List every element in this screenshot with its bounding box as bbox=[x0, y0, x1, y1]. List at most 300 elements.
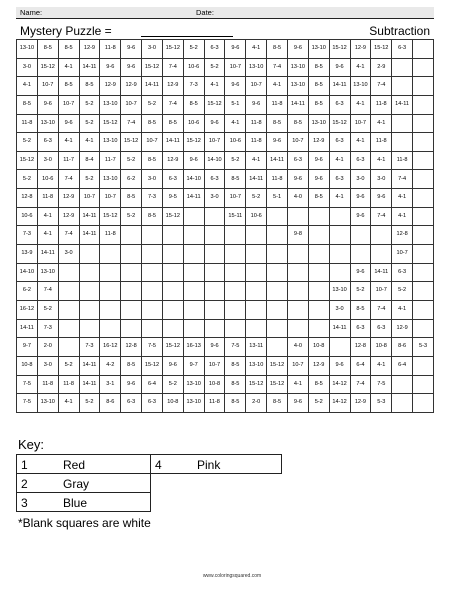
grid-cell: 9-6 bbox=[308, 170, 329, 189]
grid-cell: 4-1 bbox=[329, 189, 350, 208]
grid-cell: 6-3 bbox=[329, 170, 350, 189]
grid-cell: 3-0 bbox=[142, 170, 163, 189]
grid-cell: 9-6 bbox=[225, 77, 246, 96]
grid-cell bbox=[350, 226, 371, 245]
grid-cell bbox=[162, 245, 183, 264]
grid-cell bbox=[162, 226, 183, 245]
grid-cell: 11-8 bbox=[267, 95, 288, 114]
grid-cell: 10-7 bbox=[100, 189, 121, 208]
grid-cell bbox=[308, 300, 329, 319]
grid-cell bbox=[58, 338, 79, 357]
grid-cell: 7-3 bbox=[37, 319, 58, 338]
grid-row bbox=[17, 189, 434, 208]
grid-cell: 4-1 bbox=[246, 151, 267, 170]
grid-cell bbox=[329, 207, 350, 226]
grid-cell: 12-9 bbox=[162, 77, 183, 96]
grid-cell: 14-10 bbox=[183, 170, 204, 189]
grid-cell: 3-1 bbox=[100, 375, 121, 394]
grid-cell: 4-0 bbox=[287, 189, 308, 208]
grid-cell: 4-1 bbox=[17, 77, 38, 96]
grid-cell: 8-5 bbox=[142, 114, 163, 133]
grid-cell: 6-4 bbox=[142, 375, 163, 394]
grid-cell: 9-6 bbox=[246, 95, 267, 114]
grid-cell bbox=[183, 263, 204, 282]
grid-cell: 9-6 bbox=[162, 356, 183, 375]
grid-cell: 4-1 bbox=[37, 207, 58, 226]
grid-cell: 12-9 bbox=[350, 394, 371, 413]
grid-cell bbox=[225, 282, 246, 301]
grid-cell: 12-9 bbox=[308, 356, 329, 375]
grid-cell bbox=[392, 394, 413, 413]
grid-cell: 9-6 bbox=[204, 338, 225, 357]
grid-cell bbox=[392, 375, 413, 394]
blank-squares-note: *Blank squares are white bbox=[18, 516, 151, 530]
grid-cell: 14-12 bbox=[329, 394, 350, 413]
key-item-gray bbox=[16, 473, 151, 493]
grid-cell: 10-7 bbox=[204, 133, 225, 152]
grid-cell bbox=[413, 375, 434, 394]
grid-cell: 13-10 bbox=[37, 263, 58, 282]
grid-cell: 11-8 bbox=[204, 394, 225, 413]
grid-cell: 13-10 bbox=[37, 394, 58, 413]
grid-cell: 12-9 bbox=[392, 319, 413, 338]
grid-cell: 14-11 bbox=[79, 58, 100, 77]
grid-cell: 10-7 bbox=[287, 356, 308, 375]
grid-cell: 9-6 bbox=[308, 151, 329, 170]
grid-row bbox=[17, 338, 434, 357]
grid-cell: 9-6 bbox=[329, 356, 350, 375]
grid-row bbox=[17, 356, 434, 375]
grid-cell: 7-4 bbox=[371, 207, 392, 226]
grid-cell: 12-9 bbox=[121, 77, 142, 96]
grid-cell bbox=[413, 245, 434, 264]
grid-cell: 10-8 bbox=[162, 394, 183, 413]
grid-cell: 14-12 bbox=[329, 375, 350, 394]
grid-cell: 7-4 bbox=[162, 95, 183, 114]
grid-cell: 7-3 bbox=[142, 189, 163, 208]
grid-cell bbox=[413, 356, 434, 375]
grid-cell: 7-4 bbox=[350, 375, 371, 394]
grid-cell: 5-3 bbox=[413, 338, 434, 357]
grid-cell: 5-2 bbox=[308, 394, 329, 413]
grid-row bbox=[17, 394, 434, 413]
grid-cell: 6-3 bbox=[142, 394, 163, 413]
grid-cell: 4-1 bbox=[392, 189, 413, 208]
grid-cell: 10-7 bbox=[392, 245, 413, 264]
grid-cell: 4-1 bbox=[371, 356, 392, 375]
grid-cell: 4-1 bbox=[350, 58, 371, 77]
grid-cell: 9-6 bbox=[350, 263, 371, 282]
grid-cell: 6-3 bbox=[392, 263, 413, 282]
grid-cell: 14-11 bbox=[246, 170, 267, 189]
grid-cell: 10-7 bbox=[204, 356, 225, 375]
grid-cell: 2-9 bbox=[371, 58, 392, 77]
grid-cell: 15-12 bbox=[162, 40, 183, 59]
grid-cell bbox=[329, 338, 350, 357]
grid-cell: 4-1 bbox=[58, 394, 79, 413]
grid-cell: 13-10 bbox=[329, 282, 350, 301]
grid-cell bbox=[308, 226, 329, 245]
grid-row bbox=[17, 263, 434, 282]
grid-cell: 9-6 bbox=[121, 375, 142, 394]
grid-cell: 11-7 bbox=[58, 151, 79, 170]
grid-cell: 8-5 bbox=[37, 40, 58, 59]
grid-cell: 10-7 bbox=[37, 77, 58, 96]
grid-cell: 15-12 bbox=[267, 375, 288, 394]
grid-row bbox=[17, 114, 434, 133]
grid-cell: 8-5 bbox=[142, 207, 163, 226]
grid-cell: 12-9 bbox=[58, 207, 79, 226]
grid-cell: 4-1 bbox=[267, 77, 288, 96]
grid-row bbox=[17, 300, 434, 319]
key-number: 1 bbox=[21, 458, 28, 472]
grid-cell: 10-7 bbox=[371, 282, 392, 301]
grid-cell: 9-6 bbox=[267, 133, 288, 152]
answer-blank-line bbox=[141, 36, 233, 37]
grid-cell: 5-2 bbox=[183, 40, 204, 59]
grid-cell bbox=[183, 245, 204, 264]
grid-cell: 9-5 bbox=[162, 189, 183, 208]
grid-cell: 3-0 bbox=[350, 170, 371, 189]
grid-cell: 11-8 bbox=[37, 375, 58, 394]
grid-cell: 6-3 bbox=[121, 394, 142, 413]
grid-cell: 9-6 bbox=[183, 151, 204, 170]
grid-cell: 8-5 bbox=[225, 394, 246, 413]
grid-cell: 9-7 bbox=[183, 356, 204, 375]
grid-cell bbox=[121, 282, 142, 301]
grid-cell: 7-5 bbox=[371, 375, 392, 394]
grid-cell: 9-8 bbox=[287, 226, 308, 245]
grid-cell: 10-6 bbox=[183, 114, 204, 133]
grid-cell: 12-8 bbox=[392, 226, 413, 245]
grid-cell bbox=[413, 40, 434, 59]
grid-cell: 15-12 bbox=[100, 114, 121, 133]
grid-cell bbox=[267, 319, 288, 338]
grid-cell bbox=[413, 300, 434, 319]
grid-cell bbox=[246, 263, 267, 282]
grid-cell: 10-8 bbox=[17, 356, 38, 375]
grid-cell bbox=[267, 282, 288, 301]
grid-cell: 6-3 bbox=[37, 133, 58, 152]
key-number: 4 bbox=[155, 458, 162, 472]
grid-cell bbox=[225, 245, 246, 264]
grid-cell bbox=[58, 263, 79, 282]
grid-cell bbox=[329, 245, 350, 264]
grid-cell bbox=[413, 58, 434, 77]
grid-cell bbox=[246, 300, 267, 319]
grid-cell: 8-5 bbox=[225, 375, 246, 394]
grid-cell bbox=[413, 189, 434, 208]
grid-row bbox=[17, 226, 434, 245]
grid-row bbox=[17, 375, 434, 394]
grid-cell bbox=[121, 263, 142, 282]
grid-cell: 8-5 bbox=[183, 95, 204, 114]
grid-cell: 15-12 bbox=[142, 356, 163, 375]
key-item-blue bbox=[16, 492, 151, 512]
grid-cell: 4-1 bbox=[58, 58, 79, 77]
grid-cell: 11-8 bbox=[100, 226, 121, 245]
grid-cell bbox=[267, 226, 288, 245]
grid-cell bbox=[100, 319, 121, 338]
grid-row bbox=[17, 40, 434, 59]
grid-cell bbox=[142, 245, 163, 264]
grid-cell: 13-10 bbox=[100, 170, 121, 189]
grid-cell: 15-12 bbox=[121, 133, 142, 152]
grid-cell bbox=[204, 226, 225, 245]
grid-cell: 7-4 bbox=[392, 170, 413, 189]
grid-row bbox=[17, 95, 434, 114]
grid-cell: 6-3 bbox=[329, 95, 350, 114]
grid-cell: 5-2 bbox=[121, 151, 142, 170]
grid-cell: 4-2 bbox=[100, 356, 121, 375]
grid-cell: 9-6 bbox=[287, 40, 308, 59]
grid-cell bbox=[287, 207, 308, 226]
grid-cell: 15-12 bbox=[371, 40, 392, 59]
grid-cell: 15-12 bbox=[329, 40, 350, 59]
grid-row bbox=[17, 170, 434, 189]
grid-cell: 13-10 bbox=[308, 114, 329, 133]
grid-cell bbox=[413, 319, 434, 338]
grid-cell: 4-1 bbox=[287, 375, 308, 394]
grid-cell: 15-12 bbox=[37, 58, 58, 77]
grid-row bbox=[17, 58, 434, 77]
grid-cell: 8-5 bbox=[142, 151, 163, 170]
grid-cell: 7-4 bbox=[371, 300, 392, 319]
grid-cell: 12-9 bbox=[162, 151, 183, 170]
grid-cell: 12-8 bbox=[17, 189, 38, 208]
key-number: 3 bbox=[21, 496, 28, 510]
grid-cell: 8-5 bbox=[267, 114, 288, 133]
grid-cell: 10-8 bbox=[371, 338, 392, 357]
grid-cell: 14-11 bbox=[162, 133, 183, 152]
grid-cell bbox=[225, 263, 246, 282]
grid-cell: 10-6 bbox=[246, 207, 267, 226]
grid-cell: 12-9 bbox=[350, 40, 371, 59]
grid-cell: 4-1 bbox=[225, 114, 246, 133]
grid-cell bbox=[58, 282, 79, 301]
grid-cell bbox=[100, 263, 121, 282]
grid-cell: 9-6 bbox=[350, 189, 371, 208]
grid-cell bbox=[142, 300, 163, 319]
grid-cell: 10-6 bbox=[37, 170, 58, 189]
grid-cell: 15-12 bbox=[246, 375, 267, 394]
grid-cell: 9-6 bbox=[350, 207, 371, 226]
grid-cell bbox=[121, 226, 142, 245]
grid-cell: 13-11 bbox=[246, 338, 267, 357]
grid-cell bbox=[413, 95, 434, 114]
grid-cell bbox=[162, 263, 183, 282]
grid-cell bbox=[183, 226, 204, 245]
grid-cell: 4-1 bbox=[204, 77, 225, 96]
grid-cell: 13-10 bbox=[287, 58, 308, 77]
grid-cell: 5-2 bbox=[79, 394, 100, 413]
grid-cell: 4-1 bbox=[371, 151, 392, 170]
grid-cell: 11-8 bbox=[58, 375, 79, 394]
grid-cell: 13-9 bbox=[17, 245, 38, 264]
grid-cell: 10-7 bbox=[79, 189, 100, 208]
grid-cell bbox=[79, 319, 100, 338]
grid-cell: 11-8 bbox=[371, 95, 392, 114]
grid-row bbox=[17, 77, 434, 96]
grid-cell bbox=[392, 58, 413, 77]
grid-cell: 8-5 bbox=[225, 170, 246, 189]
grid-cell: 5-2 bbox=[79, 170, 100, 189]
grid-cell: 3-0 bbox=[37, 356, 58, 375]
grid-cell: 14-11 bbox=[392, 95, 413, 114]
grid-cell: 3-0 bbox=[142, 40, 163, 59]
grid-cell bbox=[329, 263, 350, 282]
grid-cell bbox=[413, 151, 434, 170]
grid-cell bbox=[225, 226, 246, 245]
grid-cell: 12-9 bbox=[308, 133, 329, 152]
grid-cell: 11-8 bbox=[17, 114, 38, 133]
grid-cell: 7-4 bbox=[37, 282, 58, 301]
grid-cell: 10-6 bbox=[183, 58, 204, 77]
grid-cell: 14-10 bbox=[17, 263, 38, 282]
grid-cell bbox=[371, 226, 392, 245]
grid-cell: 7-5 bbox=[17, 375, 38, 394]
grid-cell: 5-1 bbox=[225, 95, 246, 114]
grid-cell: 8-5 bbox=[308, 77, 329, 96]
grid-cell bbox=[204, 245, 225, 264]
grid-cell bbox=[162, 300, 183, 319]
grid-cell bbox=[183, 282, 204, 301]
key-item-red bbox=[16, 454, 151, 474]
grid-cell: 15-12 bbox=[329, 114, 350, 133]
grid-cell: 7-5 bbox=[17, 394, 38, 413]
grid-cell: 15-12 bbox=[183, 133, 204, 152]
grid-cell: 6-3 bbox=[350, 319, 371, 338]
grid-cell: 13-10 bbox=[100, 95, 121, 114]
key-item-pink bbox=[150, 454, 282, 474]
grid-cell: 8-5 bbox=[308, 95, 329, 114]
grid-cell bbox=[329, 226, 350, 245]
grid-cell: 9-6 bbox=[225, 40, 246, 59]
grid-cell: 2-0 bbox=[246, 394, 267, 413]
grid-cell: 7-5 bbox=[142, 338, 163, 357]
name-label: Name: bbox=[20, 8, 43, 17]
puzzle-category: Subtraction bbox=[369, 24, 430, 38]
grid-cell: 14-11 bbox=[79, 375, 100, 394]
grid-cell: 5-2 bbox=[246, 189, 267, 208]
grid-cell bbox=[142, 226, 163, 245]
grid-cell: 6-2 bbox=[17, 282, 38, 301]
grid-cell: 16-12 bbox=[17, 300, 38, 319]
grid-cell: 5-2 bbox=[225, 151, 246, 170]
footer-url: www.coloringsquared.com bbox=[202, 573, 262, 579]
grid-cell: 14-11 bbox=[37, 245, 58, 264]
grid-cell bbox=[183, 319, 204, 338]
grid-cell: 8-5 bbox=[162, 114, 183, 133]
key-color: Pink bbox=[197, 458, 221, 472]
grid-cell: 5-2 bbox=[121, 207, 142, 226]
grid-cell bbox=[267, 338, 288, 357]
grid-cell: 14-11 bbox=[329, 77, 350, 96]
grid-cell: 8-5 bbox=[267, 40, 288, 59]
grid-cell: 15-12 bbox=[100, 207, 121, 226]
grid-cell bbox=[413, 170, 434, 189]
grid-cell bbox=[413, 394, 434, 413]
grid-cell: 2-0 bbox=[37, 338, 58, 357]
title-row bbox=[16, 24, 434, 40]
grid-cell bbox=[267, 207, 288, 226]
key-heading: Key: bbox=[18, 437, 45, 452]
grid-cell: 7-3 bbox=[79, 338, 100, 357]
grid-cell: 6-3 bbox=[329, 133, 350, 152]
grid-cell: 6-4 bbox=[350, 356, 371, 375]
grid-cell: 5-2 bbox=[17, 133, 38, 152]
grid-cell: 5-1 bbox=[267, 189, 288, 208]
grid-cell bbox=[121, 319, 142, 338]
grid-cell: 11-8 bbox=[37, 189, 58, 208]
grid-cell: 9-6 bbox=[100, 58, 121, 77]
grid-cell: 7-5 bbox=[225, 338, 246, 357]
grid-cell: 14-11 bbox=[371, 263, 392, 282]
grid-cell bbox=[392, 133, 413, 152]
grid-cell: 8-5 bbox=[308, 189, 329, 208]
grid-cell bbox=[204, 263, 225, 282]
grid-cell: 8-5 bbox=[308, 58, 329, 77]
key-number: 2 bbox=[21, 477, 28, 491]
grid-cell: 5-2 bbox=[162, 375, 183, 394]
grid-cell: 7-4 bbox=[371, 77, 392, 96]
grid-cell bbox=[58, 300, 79, 319]
grid-cell bbox=[100, 300, 121, 319]
grid-cell: 13-10 bbox=[287, 77, 308, 96]
grid-cell bbox=[413, 77, 434, 96]
grid-cell: 11-8 bbox=[246, 133, 267, 152]
grid-cell bbox=[79, 245, 100, 264]
grid-cell: 5-2 bbox=[204, 58, 225, 77]
grid-cell bbox=[246, 319, 267, 338]
grid-cell: 9-6 bbox=[121, 40, 142, 59]
grid-cell: 3-0 bbox=[371, 170, 392, 189]
grid-cell: 10-6 bbox=[225, 133, 246, 152]
grid-cell bbox=[79, 263, 100, 282]
grid-cell bbox=[58, 319, 79, 338]
grid-cell: 4-1 bbox=[350, 133, 371, 152]
grid-cell: 12-8 bbox=[121, 338, 142, 357]
grid-cell: 15-12 bbox=[17, 151, 38, 170]
grid-cell bbox=[308, 282, 329, 301]
grid-cell: 8-6 bbox=[100, 394, 121, 413]
key-color: Gray bbox=[63, 477, 90, 491]
grid-cell bbox=[204, 207, 225, 226]
grid-cell: 5-2 bbox=[79, 95, 100, 114]
grid-cell: 6-3 bbox=[287, 151, 308, 170]
grid-cell bbox=[287, 263, 308, 282]
grid-cell: 4-1 bbox=[58, 133, 79, 152]
grid-cell: 10-8 bbox=[204, 375, 225, 394]
grid-cell: 5-3 bbox=[371, 394, 392, 413]
grid-cell: 3-0 bbox=[58, 245, 79, 264]
grid-cell: 15-12 bbox=[267, 356, 288, 375]
grid-cell: 7-4 bbox=[58, 170, 79, 189]
grid-cell: 5-2 bbox=[37, 300, 58, 319]
grid-cell: 9-6 bbox=[371, 189, 392, 208]
grid-cell: 4-1 bbox=[392, 300, 413, 319]
grid-cell: 4-1 bbox=[246, 40, 267, 59]
grid-cell: 10-7 bbox=[58, 95, 79, 114]
grid-cell: 5-2 bbox=[392, 282, 413, 301]
grid-cell: 7-4 bbox=[121, 114, 142, 133]
grid-cell bbox=[183, 300, 204, 319]
grid-cell: 11-8 bbox=[371, 133, 392, 152]
grid-cell: 10-8 bbox=[308, 338, 329, 357]
grid-cell: 8-5 bbox=[267, 394, 288, 413]
grid-cell: 8-5 bbox=[58, 40, 79, 59]
grid-cell: 3-0 bbox=[204, 189, 225, 208]
